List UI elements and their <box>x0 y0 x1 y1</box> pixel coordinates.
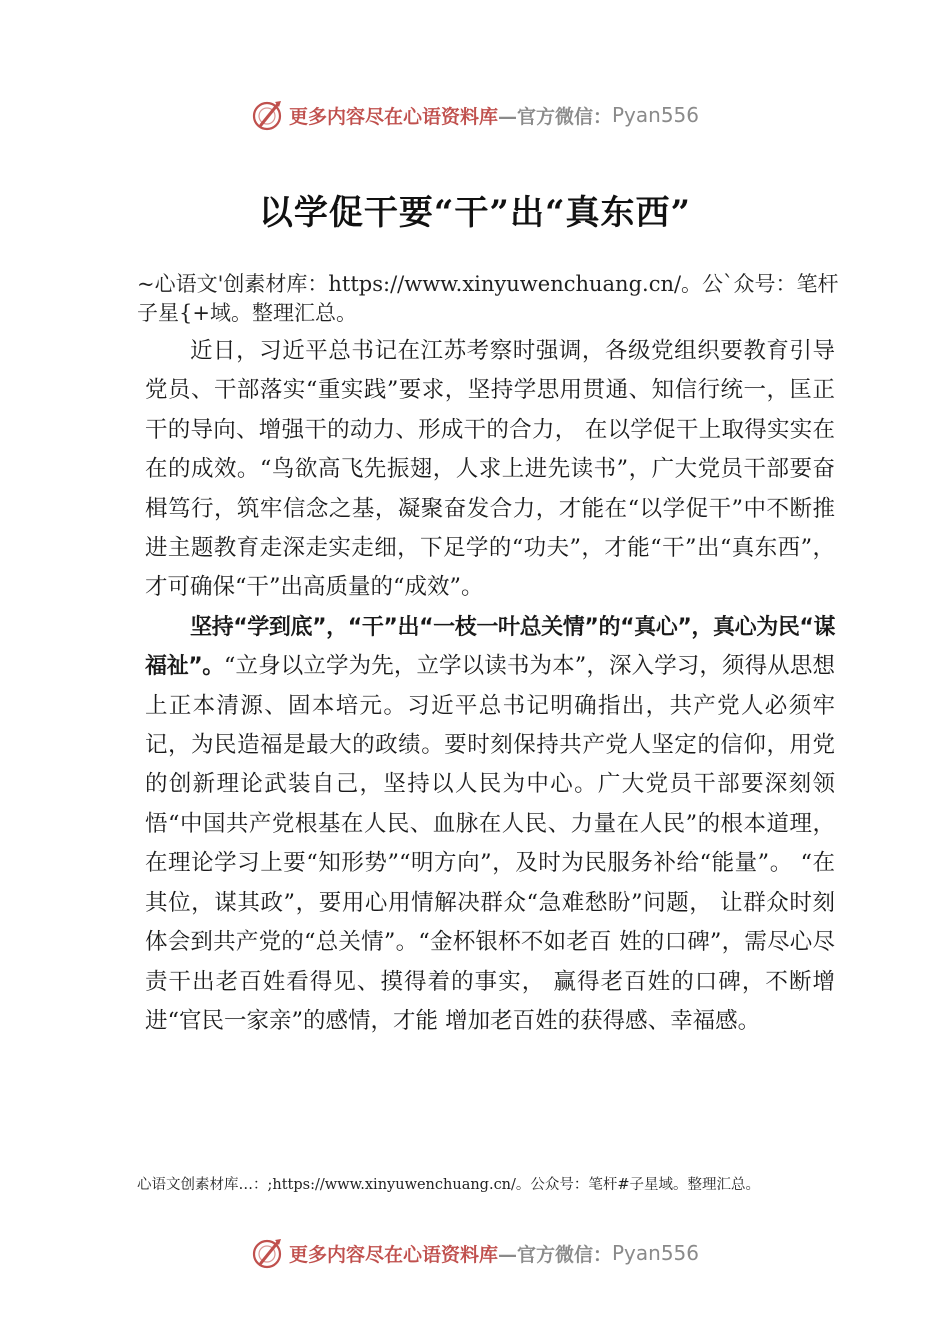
paragraph-1: 近日，习近平总书记在江苏考察时强调，各级党组织要教育引导党员、干部落实“重实践”要求，坚持学思用贯通、知信行统一，匡正干的导向、增强干的动力、形成干的合力， 在以学促干上取得实实在在的成效。“鸟欲高飞先振翅，人求上进先读书”，广大党员干部要奋楫笃行，筑牢信念之基，凝聚奋发合力，才能在“以学促干”中不断推进主题教育走深走实走细，下足学的“功夫”，才能“干”出“真东西”，才可确保“干”出高质量的“成效”。 <box>145 338 835 601</box>
paragraph-2-body: “立身以立学为先，立学以读书为本”，深入学习，须得从思想上正本清源、固本培元。习近平总书记明确指出，共产党人必须牢记，为民造福是最大的政绩。要时刻保持共产党人坚定的信仰，用党的创新理论武装自己，坚持以人民为中心。广大党员干部要深刻领悟“中国共产党根基在人民、血脉在人民、力量在人民”的根本道理，在理论学习上要“知形势”“明方向”，及时为民服务补给“能量”。 “在其位，谋其政”，要用心用情解决群众“急难愁盼”问题， 让群众时刻体会到共产党的“总关情”。“金杯银杯不如老百 姓的口碑”，需尽心尽责干出老百姓看得见、摸得着的事实， 赢得老百姓的口碑，不断增进“官民一家亲”的感情，才能 增加老百姓的获得感、幸福感。 <box>145 653 835 1034</box>
banner-wechat-account: Pyan556 <box>612 1241 700 1265</box>
banner-promo-text: 更多内容尽在心语资料库 <box>288 105 498 128</box>
ink-brush-logo-icon <box>251 1236 285 1270</box>
footer-banner <box>0 1233 950 1273</box>
banner-promo-text: 更多内容尽在心语资料库 <box>288 1243 498 1266</box>
banner-wechat-label: —官方微信： <box>497 105 612 128</box>
banner-wechat-label: —官方微信： <box>497 1243 612 1266</box>
paragraph-2-lead: 坚持“学到底”，“干”出“一枝一叶总关情”的“真心”，真心为民“谋福祉”。 <box>145 614 835 680</box>
header-banner <box>0 95 950 135</box>
ink-brush-logo-icon <box>251 98 285 132</box>
paragraph-2 <box>145 608 835 1041</box>
article-body <box>145 332 835 1041</box>
banner-wechat-account: Pyan556 <box>612 103 700 127</box>
source-line: ~心语文'创素材库：https://www.xinyuwenchuang.cn/。公`众号：笔杆子星{+域。整理汇总。 <box>137 272 839 325</box>
article-title: 以学促干要“干”出“真东西” <box>258 193 692 233</box>
footer-source-line: 心语文创素材库…：;https://www.xinyuwenchuang.cn/。公众号：笔杆#子星域。整理汇总。 <box>137 1177 761 1193</box>
